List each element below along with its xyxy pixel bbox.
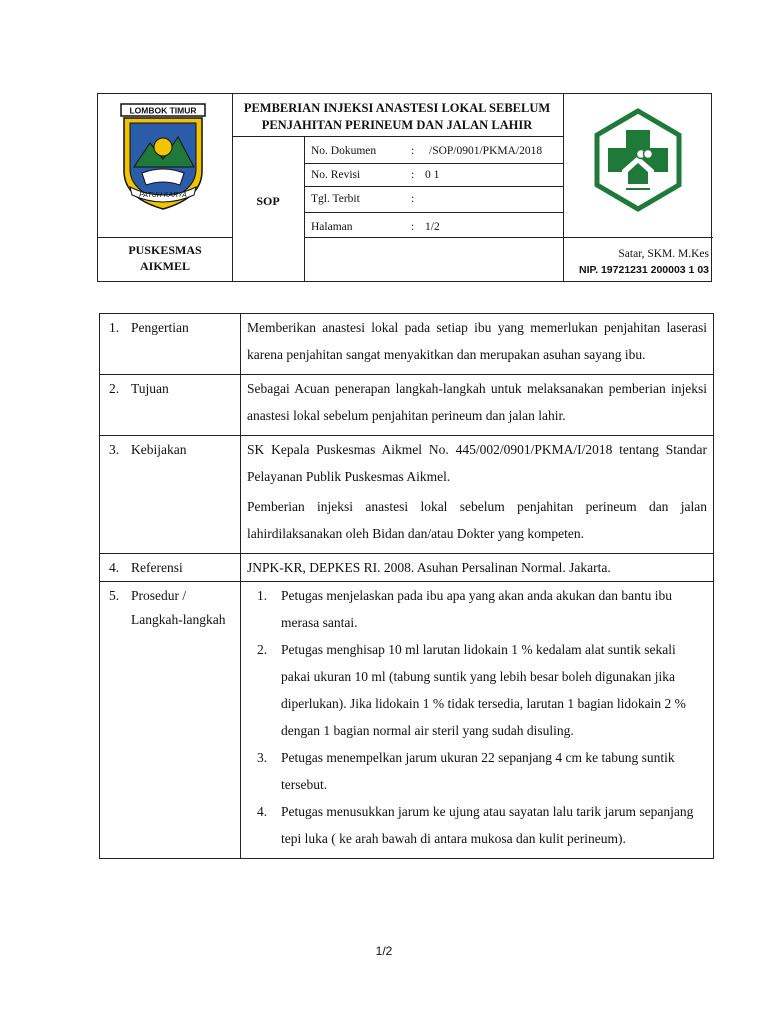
section-label-line: Langkah-langkah (131, 612, 226, 627)
meta-label: Tgl. Terbit (311, 193, 360, 205)
section-heading (100, 554, 241, 582)
section-body (241, 436, 714, 554)
section-heading (100, 375, 241, 436)
section-body (241, 314, 714, 375)
divider (304, 136, 305, 281)
section-number: 4. (109, 560, 120, 575)
section-number: 1. (109, 320, 120, 335)
step-number: 2. (257, 642, 268, 657)
section-heading (100, 314, 241, 375)
table-row (100, 375, 714, 436)
table-row (100, 554, 714, 582)
list-item (253, 798, 707, 852)
meta-value: 1/2 (425, 221, 440, 233)
section-paragraph: SK Kepala Puskesmas Aikmel No. 445/002/0901/PKMA/I/2018 tentang Standar Pelayanan Publik Puskesmas Aikmel. (247, 442, 707, 484)
section-number: 3. (109, 442, 120, 457)
document-title (232, 100, 562, 134)
meta-value: /SOP/0901/PKMA/2018 (429, 145, 543, 157)
table-row (100, 582, 714, 859)
page-number: 1/2 (375, 944, 393, 958)
procedure-steps (247, 582, 707, 852)
divider (304, 212, 563, 213)
step-text: Petugas menempelkan jarum ukuran 22 sepanjang 4 cm ke tabung suntik tersebut. (281, 750, 675, 792)
table-row (100, 436, 714, 554)
divider (98, 237, 232, 238)
section-paragraph: JNPK-KR, DEPKES RI. 2008. Asuhan Persalinan Normal. Jakarta. (247, 560, 611, 575)
title-line: PEMBERIAN INJEKSI ANASTESI LOKAL SEBELUM (243, 101, 551, 115)
meta-separator: : (411, 169, 415, 181)
list-item (253, 582, 707, 636)
meta-label: No. Dokumen (311, 145, 377, 157)
step-number: 1. (257, 588, 268, 603)
meta-label: Halaman (311, 221, 353, 233)
section-heading (100, 582, 241, 859)
puskesmas-logo-icon (592, 108, 684, 212)
section-paragraph: Pemberian injeksi anastesi lokal sebelum penjahitan perineum dan jalan lahirdilaksanakan oleh Bidan dan/atau Dokter yang kompeten. (247, 499, 707, 541)
section-label-line: Prosedur / (131, 588, 187, 603)
meta-separator: : (411, 145, 415, 157)
section-label: Pengertian (131, 320, 189, 335)
divider (304, 237, 713, 238)
puskesmas-line: PUSKESMAS (128, 243, 202, 257)
section-paragraph: Sebagai Acuan penerapan langkah-langkah untuk melaksanakan pemberian injeksi anastesi lokal sebelum penjahitan perineum dan jalan lahir. (247, 381, 707, 423)
section-label: Kebijakan (131, 442, 187, 457)
puskesmas-name (98, 242, 232, 274)
puskesmas-line: AIKMEL (139, 259, 190, 273)
meta-page (311, 221, 440, 233)
signer-nip: NIP. 19721231 200003 1 03 (578, 264, 709, 276)
meta-separator: : (411, 193, 415, 205)
step-number: 4. (257, 804, 268, 819)
sop-content-table (99, 313, 714, 859)
emblem-banner-text: LOMBOK TIMUR (129, 105, 197, 116)
section-body (241, 554, 714, 582)
section-label: Referensi (131, 560, 183, 575)
section-number: 2. (109, 381, 120, 396)
meta-separator: : (411, 221, 415, 233)
signer-name: Satar, SKM. M.Kes (618, 248, 709, 260)
meta-label: No. Revisi (311, 169, 361, 181)
meta-value: 0 1 (425, 169, 440, 181)
section-body (241, 582, 714, 859)
meta-document-number (311, 145, 542, 157)
sop-header-table (97, 93, 712, 282)
meta-revision (311, 169, 439, 181)
section-label: Tujuan (131, 381, 169, 396)
step-text: Petugas menghisap 10 ml larutan lidokain 1 % kedalam alat suntik sekali pakai ukuran 10 ml (tabung suntik yang lebih besar boleh digunakan jika diperlukan). Jika lidokain 1 % tidak tersedia, larutan 1 bagian lidokain 2 % dengan 1 bagian normal air steril yang sudah disuling. (281, 642, 686, 738)
section-number: 5. (109, 588, 120, 603)
section-body (241, 375, 714, 436)
divider (304, 163, 563, 164)
step-text: Petugas menjelaskan pada ibu apa yang akan anda akukan dan bantu ibu merasa santai. (281, 588, 672, 630)
table-row (100, 314, 714, 375)
section-label (131, 584, 225, 632)
meta-issue-date (311, 193, 425, 205)
list-item (253, 636, 707, 744)
emblem-motto-text: PATUH KARYA (139, 192, 187, 199)
step-number: 3. (257, 750, 268, 765)
divider (304, 186, 563, 187)
lombok-timur-emblem-icon (120, 103, 206, 211)
title-line: PENJAHITAN PERINEUM DAN JALAN LAHIR (261, 118, 533, 132)
signatory (563, 246, 709, 278)
sop-label: SOP (256, 194, 280, 208)
step-text: Petugas menusukkan jarum ke ujung atau sayatan lalu tarik jarum sepanjang tepi luka ( ke arah bawah di antara mukosa dan kulit perineum). (281, 804, 694, 846)
list-item (253, 744, 707, 798)
divider (232, 136, 563, 137)
section-heading (100, 436, 241, 554)
section-paragraph: Memberikan anastesi lokal pada setiap ibu yang memerlukan penjahitan laserasi karena penjahitan sangat menyakitkan dan merupakan asuhan sayang ibu. (247, 320, 707, 362)
